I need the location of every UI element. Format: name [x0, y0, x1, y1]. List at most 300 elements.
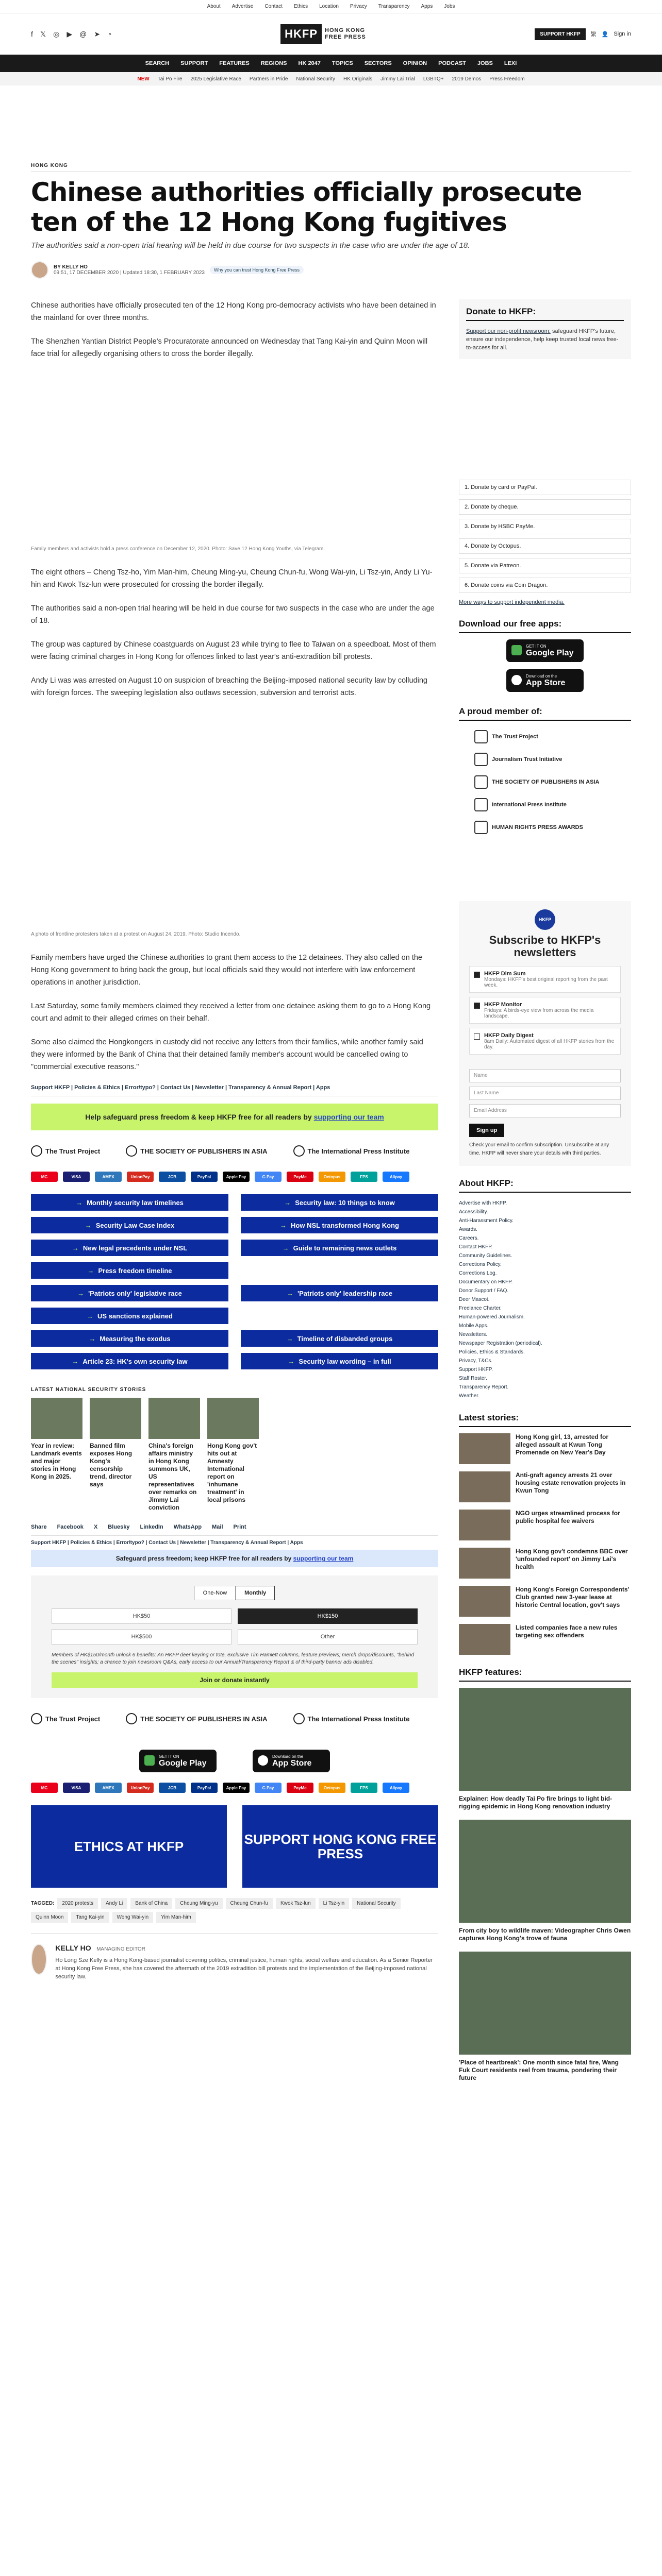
payment-logo: Alipay — [383, 1783, 409, 1793]
logo-text: HONG KONG FREE PRESS — [325, 27, 366, 40]
payment-logo: Octopus — [319, 1172, 345, 1182]
explainer-label: 'Patriots only' legislative race — [88, 1289, 182, 1297]
about-link[interactable]: Staff Roster. — [459, 1376, 487, 1381]
member-logo[interactable] — [474, 730, 631, 743]
story-thumbnail[interactable] — [207, 1398, 259, 1439]
newsletter-option-text — [484, 971, 616, 988]
latest-story[interactable] — [459, 1471, 631, 1502]
newsletter-input[interactable]: Name — [469, 1069, 621, 1082]
newsletter-desc: Fridays: A birds-eye view from across the media landscape. — [484, 1008, 594, 1019]
tag-list — [31, 1898, 438, 1923]
topbar-link[interactable]: Transparency — [378, 4, 410, 9]
newsletter-desc: Mondays: HKFP's best original reporting from the past week. — [484, 977, 608, 988]
author-name[interactable]: KELLY HO — [55, 1944, 91, 1952]
trending-tag[interactable]: 2025 Legislative Race — [190, 76, 241, 82]
section-label: LATEST NATIONAL SECURITY STORIES — [31, 1387, 146, 1393]
partner-logo[interactable] — [126, 1145, 267, 1157]
related-stories — [31, 1398, 438, 1512]
paragraph: Last Saturday, some family members claimed they received a letter from one detainee asking them to go to a Hong Kong court and admit to their alleged crimes on their behalf. — [31, 1002, 431, 1023]
payment-logo: Apple Pay — [223, 1783, 250, 1793]
payment-logo: PayMe — [287, 1783, 313, 1793]
story-thumbnail[interactable] — [459, 1586, 510, 1617]
donate-option[interactable]: 3. Donate by HSBC PayMe. — [459, 519, 631, 534]
partner-logos — [31, 1708, 438, 1729]
support-links[interactable]: Support HKFP | Policies & Ethics | Error/typo? | Contact Us | Newsletter | Transparency & Annual Report | Apps — [31, 1084, 438, 1096]
arrow-icon: → — [77, 1289, 85, 1297]
story-title[interactable]: Banned film exposes Hong Kong's censorship trend, director says — [90, 1442, 133, 1488]
article-header — [0, 163, 662, 279]
story-title[interactable]: Hong Kong gov't hits out at Amnesty International report on 'inhumane treatment' in local prisons — [207, 1442, 257, 1503]
story-thumbnail[interactable] — [459, 1548, 510, 1579]
payment-logo: JCB — [159, 1172, 186, 1182]
site-logo[interactable] — [280, 24, 366, 44]
tag-chip[interactable]: Li Tsz-yin — [319, 1898, 350, 1909]
newsletter-input[interactable]: Email Address — [469, 1104, 621, 1117]
payment-logo: MC — [31, 1172, 58, 1182]
sidebar — [459, 299, 631, 2091]
arrow-icon: → — [284, 1198, 291, 1207]
article-image — [31, 371, 438, 541]
donate-box: Donate to HKFP: Support our non-profit newsroom: safeguard HKFP's future, ensure our independence, help keep trusted local news free-to-access for all. — [459, 299, 631, 359]
feature-image[interactable] — [459, 1688, 631, 1791]
support-hkfp-button[interactable]: SUPPORT HKFP — [535, 28, 585, 40]
latest-story[interactable] — [459, 1433, 631, 1464]
newsletter-option[interactable] — [469, 966, 621, 993]
x-icon[interactable]: 𝕏 — [40, 29, 46, 38]
amount-option[interactable]: HK$500 — [52, 1629, 231, 1645]
story-thumbnail[interactable] — [459, 1624, 510, 1655]
share-bar — [31, 1524, 438, 1536]
image-caption: Family members and activists hold a press conference on December 12, 2020. Photo: Save 12 Hong Kong Youths, via Telegram. — [31, 546, 325, 552]
new-badge: NEW — [137, 76, 150, 82]
arrow-icon: → — [72, 1244, 79, 1252]
tag-chip[interactable]: Tang Kai-yin — [71, 1912, 109, 1923]
partner-logo[interactable] — [293, 1145, 410, 1157]
tag-chip[interactable]: 2020 protests — [57, 1898, 98, 1909]
nav-item[interactable]: SUPPORT — [180, 60, 208, 66]
article-body — [31, 299, 438, 2091]
tag-chip[interactable]: Andy Li — [101, 1898, 127, 1909]
partner-name: The Trust Project — [45, 1147, 101, 1155]
nav-item[interactable]: HK 2047 — [298, 60, 321, 66]
app-store-button[interactable] — [253, 1750, 330, 1772]
join-donate-button[interactable]: Join or donate instantly — [52, 1672, 418, 1688]
payment-methods — [31, 1172, 438, 1182]
member-logo[interactable] — [474, 775, 631, 789]
byline: BY KELLY HO 09:51, 17 DECEMBER 2020 | Updated 18:30, 1 FEBRUARY 2023 Why you can trust Hong Kong Free Press — [31, 261, 631, 279]
paragraph: The authorities said a non-open trial hearing will be held in due course for two suspects in the case who are under the age of 18. — [31, 604, 435, 625]
newsletter-note: Check your email to confirm subscription. Unsubscribe at any time. HKFP will never share your details with third parties. — [469, 1142, 609, 1156]
explainer-button[interactable] — [31, 1194, 228, 1211]
article-title: Chinese authorities officially prosecute ten of the 12 Hong Kong fugitives — [31, 177, 582, 237]
tag-chip[interactable]: Yim Man-him — [156, 1912, 196, 1923]
payment-logo: PayPal — [191, 1783, 218, 1793]
paragraph: The eight others – Cheng Tsz-ho, Yim Man-him, Cheung Ming-yu, Cheung Chun-fu, Wong Wai-yin, Li Tsz-yin, Andy Li Yu-hin and Kwok Tsz-lun were prosecuted for crossing the border illegally. — [31, 568, 433, 589]
feature-title[interactable]: From city boy to wildlife maven: Videographer Chris Owen captures Hong Kong's trove of fauna — [459, 1927, 631, 1942]
checkbox[interactable] — [474, 1033, 480, 1040]
trending-tag[interactable]: Partners in Pride — [249, 76, 288, 82]
share-link[interactable]: Mail — [212, 1524, 223, 1530]
partner-name: THE SOCIETY OF PUBLISHERS IN ASIA — [140, 1147, 268, 1155]
sidebar-heading: HKFP features: — [459, 1667, 631, 1682]
paragraph: Chinese authorities have officially prosecuted ten of the 12 Hong Kong pro-democracy activists who have been detained in the mainland for over three months. — [31, 301, 436, 322]
explainer-label: Security Law Case Index — [95, 1221, 175, 1229]
topbar-link[interactable]: Privacy — [350, 4, 367, 9]
arrow-icon: → — [87, 1312, 94, 1320]
donate-widget — [31, 1575, 438, 1698]
latest-story[interactable] — [459, 1510, 631, 1540]
tag-chip[interactable]: National Security — [352, 1898, 401, 1909]
explainer-button[interactable] — [31, 1240, 228, 1256]
donate-option[interactable]: 6. Donate coins via Coin Dragon. — [459, 578, 631, 593]
explainer-buttons — [31, 1194, 438, 1369]
monthly-tab[interactable]: Monthly — [236, 1586, 275, 1600]
tag-chip[interactable]: Wong Wai-yin — [112, 1912, 154, 1923]
promo-banner[interactable]: ETHICS AT HKFP — [31, 1805, 227, 1888]
partner-logos — [31, 1141, 438, 1161]
story-thumbnail[interactable] — [90, 1398, 141, 1439]
nav-item[interactable]: JOBS — [477, 60, 493, 66]
feature-title[interactable]: 'Place of heartbreak': One month since fatal fire, Wang Fuk Court residents reel from trauma, pondering their future — [459, 2059, 619, 2081]
payment-logo: FPS — [351, 1783, 377, 1793]
main-nav — [0, 55, 662, 72]
partner-logo[interactable] — [31, 1713, 100, 1724]
explainer-button[interactable] — [241, 1285, 438, 1301]
donate-options — [459, 480, 631, 593]
youtube-icon[interactable]: ▶ — [67, 29, 73, 38]
tag-chip[interactable]: Kwok Tsz-lun — [276, 1898, 316, 1909]
partner-name: THE SOCIETY OF PUBLISHERS IN ASIA — [140, 1715, 268, 1723]
story-card[interactable] — [148, 1398, 200, 1512]
explainer-button[interactable] — [241, 1194, 438, 1211]
about-link[interactable]: Community Guidelines. — [459, 1253, 512, 1259]
app-store-links — [31, 1750, 438, 1772]
payment-logo: AMEX — [95, 1172, 122, 1182]
story-card[interactable] — [31, 1398, 82, 1512]
store-small-text: GET IT ON — [526, 643, 547, 649]
explainer-button[interactable] — [31, 1330, 228, 1347]
explainer-button[interactable] — [241, 1217, 438, 1233]
support-team-link[interactable]: supporting our team — [293, 1555, 354, 1562]
newsletter-desc: 8am Daily: Automated digest of all HKFP stories from the day. — [484, 1039, 615, 1050]
story-thumbnail[interactable] — [459, 1510, 510, 1540]
trending-tag[interactable]: Tai Po Fire — [157, 76, 183, 82]
trending-tag[interactable]: LGBTQ+ — [423, 76, 444, 82]
explainer-button[interactable] — [241, 1353, 438, 1369]
story-title[interactable]: Hong Kong's Foreign Correspondents' Club granted new 3-year lease at historic Central location, gov't says — [516, 1586, 630, 1608]
story-title[interactable]: Hong Kong gov't condemns BBC over 'unfounded report' on Jimmy Lai's health — [516, 1548, 628, 1570]
google-play-icon — [511, 645, 522, 655]
member-logo[interactable] — [474, 821, 631, 834]
explainer-button[interactable] — [31, 1285, 228, 1301]
about-link[interactable]: Careers. — [459, 1235, 479, 1241]
sidebar-heading: Donate to HKFP: — [466, 307, 624, 321]
user-icon: 👤 — [601, 31, 609, 38]
explainer-button[interactable] — [31, 1262, 228, 1279]
payment-logo: G Pay — [255, 1172, 282, 1182]
amount-option[interactable]: HK$50 — [52, 1608, 231, 1624]
sign-in-link[interactable]: Sign in — [614, 31, 631, 37]
topbar-link[interactable]: About — [207, 4, 221, 9]
latest-story[interactable] — [459, 1548, 631, 1579]
rss-icon[interactable]: ◔ — [107, 29, 112, 38]
share-link[interactable]: Print — [233, 1524, 246, 1530]
paragraph: Andy Li was was arrested on August 10 on suspicion of breaching the Beijing-imposed national security law by colluding with foreign forces. The sweeping legislation also outlaws secession, subversion and terrorist acts. — [31, 676, 427, 697]
publish-date: 09:51, 17 DECEMBER 2020 — [54, 270, 119, 276]
support-newsroom-link[interactable]: Support our non-profit newsroom: — [466, 328, 551, 334]
about-link[interactable]: Advertise with HKFP. — [459, 1200, 507, 1206]
topbar-link[interactable]: Location — [319, 4, 339, 9]
payment-logo: AMEX — [95, 1783, 122, 1793]
store-small-text: Download on the — [272, 1754, 304, 1759]
story-thumbnail[interactable] — [459, 1471, 510, 1502]
story-thumbnail[interactable] — [459, 1433, 510, 1464]
promo-banners — [31, 1805, 438, 1888]
share-link[interactable]: WhatsApp — [173, 1524, 202, 1530]
amount-option[interactable]: HK$150 — [238, 1608, 418, 1624]
one-time-tab[interactable]: One-Now — [194, 1586, 236, 1600]
payment-logo: Octopus — [319, 1783, 345, 1793]
store-name: App Store — [526, 678, 566, 687]
store-small-text: GET IT ON — [159, 1754, 179, 1759]
share-label: Share — [31, 1524, 47, 1530]
donate-option[interactable]: 4. Donate by Octopus. — [459, 538, 631, 554]
topbar-link[interactable]: Jobs — [444, 4, 455, 9]
about-link[interactable]: Policies, Ethics & Standards. — [459, 1349, 525, 1355]
member-name: International Press Institute — [492, 802, 567, 808]
amount-option[interactable]: Other — [238, 1629, 418, 1645]
donate-option[interactable]: 2. Donate by cheque. — [459, 499, 631, 515]
donate-option[interactable]: 1. Donate by card or PayPal. — [459, 480, 631, 495]
share-link[interactable]: Bluesky — [108, 1524, 130, 1530]
trending-tag[interactable]: 2019 Demos — [452, 76, 482, 82]
payment-logo: PayMe — [287, 1172, 313, 1182]
topbar-link[interactable]: Ethics — [293, 4, 308, 9]
nav-item[interactable]: LEXI — [504, 60, 517, 66]
story-title[interactable]: Listed companies face a new rules targeting sex offenders — [516, 1624, 618, 1639]
nav-item[interactable]: FEATURES — [219, 60, 250, 66]
ad-space — [0, 86, 662, 163]
member-logo[interactable] — [474, 798, 631, 811]
payment-logo: UnionPay — [127, 1783, 154, 1793]
telegram-icon[interactable]: ➤ — [94, 29, 101, 38]
nav-item[interactable]: TOPICS — [332, 60, 353, 66]
story-thumbnail[interactable] — [148, 1398, 200, 1439]
trending-tag[interactable]: National Security — [296, 76, 335, 82]
google-play-button[interactable] — [506, 639, 584, 662]
arrow-icon: → — [72, 1357, 79, 1365]
tag-chip[interactable]: Cheung Chun-fu — [226, 1898, 273, 1909]
promo-banner[interactable]: SUPPORT HONG KONG FREE PRESS — [242, 1805, 438, 1888]
apple-icon — [511, 675, 522, 685]
member-name: The Trust Project — [492, 734, 538, 740]
partner-logo[interactable] — [293, 1713, 410, 1724]
topbar-link[interactable]: Apps — [421, 4, 433, 9]
arrow-icon: → — [287, 1289, 294, 1297]
explainer-label: Monthly security law timelines — [87, 1198, 184, 1207]
explainer-label: Article 23: HK's own security law — [82, 1357, 188, 1365]
partner-mark-icon — [126, 1713, 137, 1724]
newsletter-input[interactable]: Last Name — [469, 1087, 621, 1100]
about-link[interactable]: Newspaper Registration (periodical). — [459, 1341, 542, 1346]
story-thumbnail[interactable] — [31, 1398, 82, 1439]
support-team-link[interactable]: supporting our team — [313, 1113, 384, 1121]
nav-item[interactable]: SEARCH — [145, 60, 170, 66]
share-link[interactable]: LinkedIn — [140, 1524, 163, 1530]
google-play-button[interactable] — [139, 1750, 217, 1772]
payment-logo: Apple Pay — [223, 1172, 250, 1182]
donate-option[interactable]: 5. Donate via Patreon. — [459, 558, 631, 573]
story-title[interactable]: NGO urges streamlined process for public hospital fee waivers — [516, 1510, 620, 1524]
author-link[interactable]: KELLY HO — [62, 264, 88, 270]
sidebar-heading: About HKFP: — [459, 1178, 631, 1193]
feature-image[interactable] — [459, 1820, 631, 1923]
trending-tags-bar — [0, 72, 662, 86]
about-link[interactable]: Corrections Log. — [459, 1270, 497, 1276]
feature-title[interactable]: Explainer: How deadly Tai Po fire brings to light bid-rigging epidemic in Hong Kong renovation industry — [459, 1795, 613, 1810]
nav-item[interactable]: OPINION — [403, 60, 427, 66]
story-card[interactable] — [90, 1398, 141, 1512]
sign-up-button[interactable]: Sign up — [469, 1124, 504, 1137]
about-link[interactable]: Mobile Apps. — [459, 1323, 489, 1329]
author-box — [31, 1933, 438, 1981]
tagged-label: TAGGED: — [31, 1901, 55, 1906]
story-title[interactable]: China's foreign affairs ministry in Hong Kong summons UK, US representatives over remarks on Jimmy Lai conviction — [148, 1442, 197, 1511]
hkfp-badge: HKFP — [535, 909, 555, 930]
paragraph: Some also claimed the Hongkongers in custody did not receive any letters from their families, while another family said they were informed by the Bank of China that their detained family member's account would be cancelled owing to "commercial executive reasons." — [31, 1038, 423, 1071]
about-link[interactable]: Corrections Policy. — [459, 1262, 502, 1267]
partner-logo[interactable] — [31, 1145, 100, 1157]
store-small-text: Download on the — [526, 673, 557, 679]
payment-logo: JCB — [159, 1783, 186, 1793]
article-lede: The authorities said a non-open trial hearing will be held in due course for two suspects in the case who are under the age of 18. — [31, 241, 470, 250]
about-link[interactable]: Transparency Report. — [459, 1384, 509, 1390]
partner-logo[interactable] — [126, 1713, 267, 1724]
explainer-button[interactable] — [31, 1308, 228, 1324]
support-banner: Help safeguard press freedom & keep HKFP free for all readers by supporting our team — [31, 1104, 438, 1130]
partner-mark-icon — [31, 1145, 42, 1157]
author-bio: Ho Long Sze Kelly is a Hong Kong-based journalist covering politics, criminal justice, human rights, social welfare and education. As a Senior Reporter at Hong Kong Free Press, she has covered the aftermath of the 2019 extradition bill protests and the implementation of the Beijing-imposed national security law. — [55, 1957, 433, 1980]
story-card[interactable] — [207, 1398, 259, 1512]
newsletter-option-text — [484, 1032, 616, 1050]
about-link[interactable]: Freelance Charter. — [459, 1306, 502, 1311]
support-banner: Safeguard press freedom; keep HKFP free for all readers by supporting our team — [31, 1550, 438, 1567]
member-logo[interactable] — [474, 753, 631, 766]
about-link[interactable]: Accessibility. — [459, 1209, 488, 1215]
about-link[interactable]: Donor Support / FAQ. — [459, 1288, 509, 1294]
arrow-icon: → — [89, 1334, 96, 1343]
nav-item[interactable]: PODCAST — [438, 60, 466, 66]
newsletter-option[interactable] — [469, 1028, 621, 1055]
payment-logo: MC — [31, 1783, 58, 1793]
about-link[interactable]: Privacy, T&Cs. — [459, 1358, 493, 1364]
share-link[interactable]: Facebook — [57, 1524, 84, 1530]
updated-date: Updated 18:30, 1 FEBRUARY 2023 — [123, 270, 205, 276]
member-mark-icon — [474, 775, 488, 789]
member-name: Journalism Trust Initiative — [492, 756, 562, 762]
explainer-label: How NSL transformed Hong Kong — [291, 1221, 399, 1229]
latest-story[interactable] — [459, 1624, 631, 1655]
partner-name: The Trust Project — [45, 1715, 101, 1723]
sidebar-heading: A proud member of: — [459, 706, 631, 721]
about-link[interactable]: Support HKFP. — [459, 1367, 493, 1372]
tag-chip[interactable]: Quinn Moon — [31, 1912, 68, 1923]
threads-icon[interactable]: @ — [79, 29, 87, 38]
paragraph: The Shenzhen Yantian District People's Procuratorate announced on Wednesday that Tang Kai-yin and Quinn Moon will face trial for allegedly organising others to cross the border illegally. — [31, 337, 428, 358]
about-link[interactable]: Anti-Harassment Policy. — [459, 1218, 514, 1224]
topbar-link[interactable]: Contact — [264, 4, 283, 9]
partner-mark-icon — [31, 1713, 42, 1724]
checkbox[interactable] — [474, 972, 480, 978]
explainer-button[interactable] — [31, 1217, 228, 1233]
arrow-icon: → — [85, 1221, 92, 1229]
checkbox[interactable] — [474, 1003, 480, 1009]
category-kicker[interactable]: HONG KONG — [31, 163, 631, 172]
explainer-button[interactable] — [241, 1330, 438, 1347]
explainer-button[interactable] — [31, 1353, 228, 1369]
tag-chip[interactable]: Cheung Ming-yu — [175, 1898, 222, 1909]
story-title[interactable]: Year in review: Landmark events and major stories in Hong Kong in 2025. — [31, 1442, 82, 1480]
about-link[interactable]: Documentary on HKFP. — [459, 1279, 513, 1285]
share-link[interactable]: X — [93, 1524, 98, 1530]
trust-link[interactable]: Why you can trust Hong Kong Free Press — [210, 266, 304, 274]
about-link[interactable]: Weather. — [459, 1393, 479, 1399]
nav-item[interactable]: REGIONS — [260, 60, 287, 66]
payment-logo: FPS — [351, 1172, 377, 1182]
apple-icon — [258, 1755, 268, 1766]
tag-chip[interactable]: Bank of China — [130, 1898, 172, 1909]
arrow-icon: → — [87, 1266, 94, 1275]
about-link[interactable]: Awards. — [459, 1227, 477, 1232]
about-link[interactable]: Newsletters. — [459, 1332, 488, 1337]
about-link[interactable]: Deer Mascot. — [459, 1297, 490, 1302]
instagram-icon[interactable]: ◎ — [53, 29, 60, 38]
newsletter-name: HKFP Daily Digest — [484, 1032, 534, 1039]
story-title[interactable]: Hong Kong girl, 13, arrested for alleged assault at Kwun Tong Promenade on New Year's Day — [516, 1433, 609, 1456]
explainer-button[interactable] — [241, 1240, 438, 1256]
newsletter-name: HKFP Monitor — [484, 1002, 522, 1008]
explainer-label: Security law wording – in full — [299, 1357, 391, 1365]
google-play-icon — [144, 1755, 155, 1766]
app-store-button[interactable] — [506, 669, 584, 692]
about-link[interactable]: Human-powered Journalism. — [459, 1314, 525, 1320]
feature-image[interactable] — [459, 1952, 631, 2055]
nav-item[interactable]: SECTORS — [364, 60, 392, 66]
paragraph: Family members have urged the Chinese authorities to grant them access to the 12 detainees. They also called on the Hong Kong government to bring back the group, but local officials said they would not interfere with law enforcement operations in another jurisdiction. — [31, 954, 422, 987]
newsletter-option[interactable] — [469, 997, 621, 1024]
about-link[interactable]: Contact HKFP. — [459, 1244, 493, 1250]
support-links[interactable]: Support HKFP | Policies & Ethics | Error/typo? | Contact Us | Newsletter | Transparency & Annual Report | Apps — [31, 1540, 303, 1546]
partner-mark-icon — [293, 1145, 305, 1157]
language-switch[interactable]: 繁 — [590, 31, 597, 38]
facebook-icon[interactable]: f — [31, 29, 33, 38]
author-role: MANAGING EDITOR — [96, 1946, 145, 1952]
topbar-link[interactable]: Advertise — [231, 4, 254, 9]
newsletter-signup — [459, 901, 631, 1166]
member-mark-icon — [474, 730, 488, 743]
trending-tag[interactable]: Press Freedom — [489, 76, 525, 82]
explainer-label: Measuring the exodus — [100, 1334, 171, 1343]
latest-story[interactable] — [459, 1586, 631, 1617]
arrow-icon: → — [76, 1198, 83, 1207]
trending-tag[interactable]: HK Originals — [343, 76, 373, 82]
newsletter-name: HKFP Dim Sum — [484, 971, 526, 977]
trending-tag[interactable]: Jimmy Lai Trial — [380, 76, 415, 82]
more-ways-link[interactable]: More ways to support independent media. — [459, 599, 565, 605]
payment-logo: G Pay — [255, 1783, 282, 1793]
story-title[interactable]: Anti-graft agency arrests 21 over housing estate renovation projects in Kwun Tong — [516, 1471, 626, 1494]
image-caption: A photo of frontline protesters taken at a protest on August 24, 2019. Photo: Studio Incendo. — [31, 931, 241, 937]
